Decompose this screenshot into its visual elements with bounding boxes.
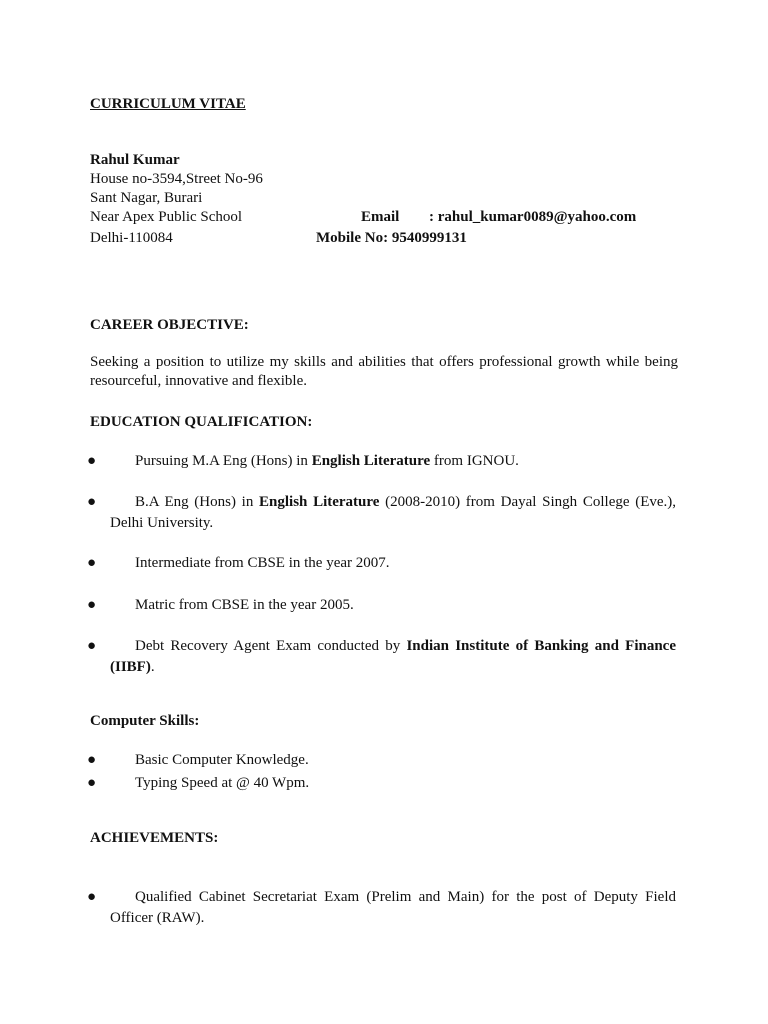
education-item-bold: Indian Institute of Banking and Finance (IIBF) <box>110 638 676 675</box>
bullet-icon: ● <box>87 453 97 469</box>
bullet-icon: ● <box>87 775 97 791</box>
bullet-icon: ● <box>87 597 97 613</box>
bullet-icon: ● <box>87 752 97 768</box>
email-value: : rahul_kumar0089@yahoo.com <box>429 209 637 225</box>
bullet-icon: ● <box>87 889 97 905</box>
bullet-icon: ● <box>87 638 97 654</box>
education-item-text: Matric from CBSE in the year 2005. <box>135 597 354 613</box>
candidate-name: Rahul Kumar <box>90 152 180 168</box>
bullet-icon: ● <box>87 494 97 510</box>
education-item-text: Intermediate from CBSE in the year 2007. <box>135 555 390 571</box>
email-label: Email <box>361 209 400 225</box>
education-item-bold: English Literature <box>259 494 380 510</box>
computer-skill-text: Typing Speed at @ 40 Wpm. <box>135 775 310 791</box>
career-objective-heading: CAREER OBJECTIVE: <box>90 317 249 333</box>
mobile-number: Mobile No: 9540999131 <box>316 230 467 246</box>
bullet-icon: ● <box>87 555 97 571</box>
address-line-4: Delhi-110084 <box>90 230 173 246</box>
achievements-heading: ACHIEVEMENTS: <box>90 830 219 846</box>
education-item-text-end: . <box>150 659 155 675</box>
address-line-1: House no-3594,Street No-96 <box>90 171 263 187</box>
computer-skill-text: Basic Computer Knowledge. <box>135 752 309 768</box>
education-item-bold: English Literature <box>311 453 431 469</box>
education-item-text: B.A Eng (Hons) in <box>135 494 260 510</box>
education-item-text: Pursuing M.A Eng (Hons) in <box>135 453 312 469</box>
education-heading: EDUCATION QUALIFICATION: <box>90 414 313 430</box>
achievement-text: Qualified Cabinet Secretariat Exam (Prelim and Main) for the post of Deputy Field Officer (RAW). <box>110 889 676 926</box>
document-title: CURRICULUM VITAE <box>90 96 246 112</box>
computer-skills-heading: Computer Skills: <box>90 713 200 729</box>
address-line-3: Near Apex Public School <box>90 209 243 225</box>
career-objective-text: Seeking a position to utilize my skills and abilities that offers professional growth while being resourceful, innovative and flexible. <box>90 354 678 389</box>
address-line-2: Sant Nagar, Burari <box>90 190 203 206</box>
education-item-text: Debt Recovery Agent Exam conducted by <box>135 638 407 654</box>
education-item-text-end: (2008-2010) from Dayal Singh College (Eve.), Delhi University. <box>110 494 677 531</box>
education-item-text-end: from IGNOU. <box>430 453 519 469</box>
